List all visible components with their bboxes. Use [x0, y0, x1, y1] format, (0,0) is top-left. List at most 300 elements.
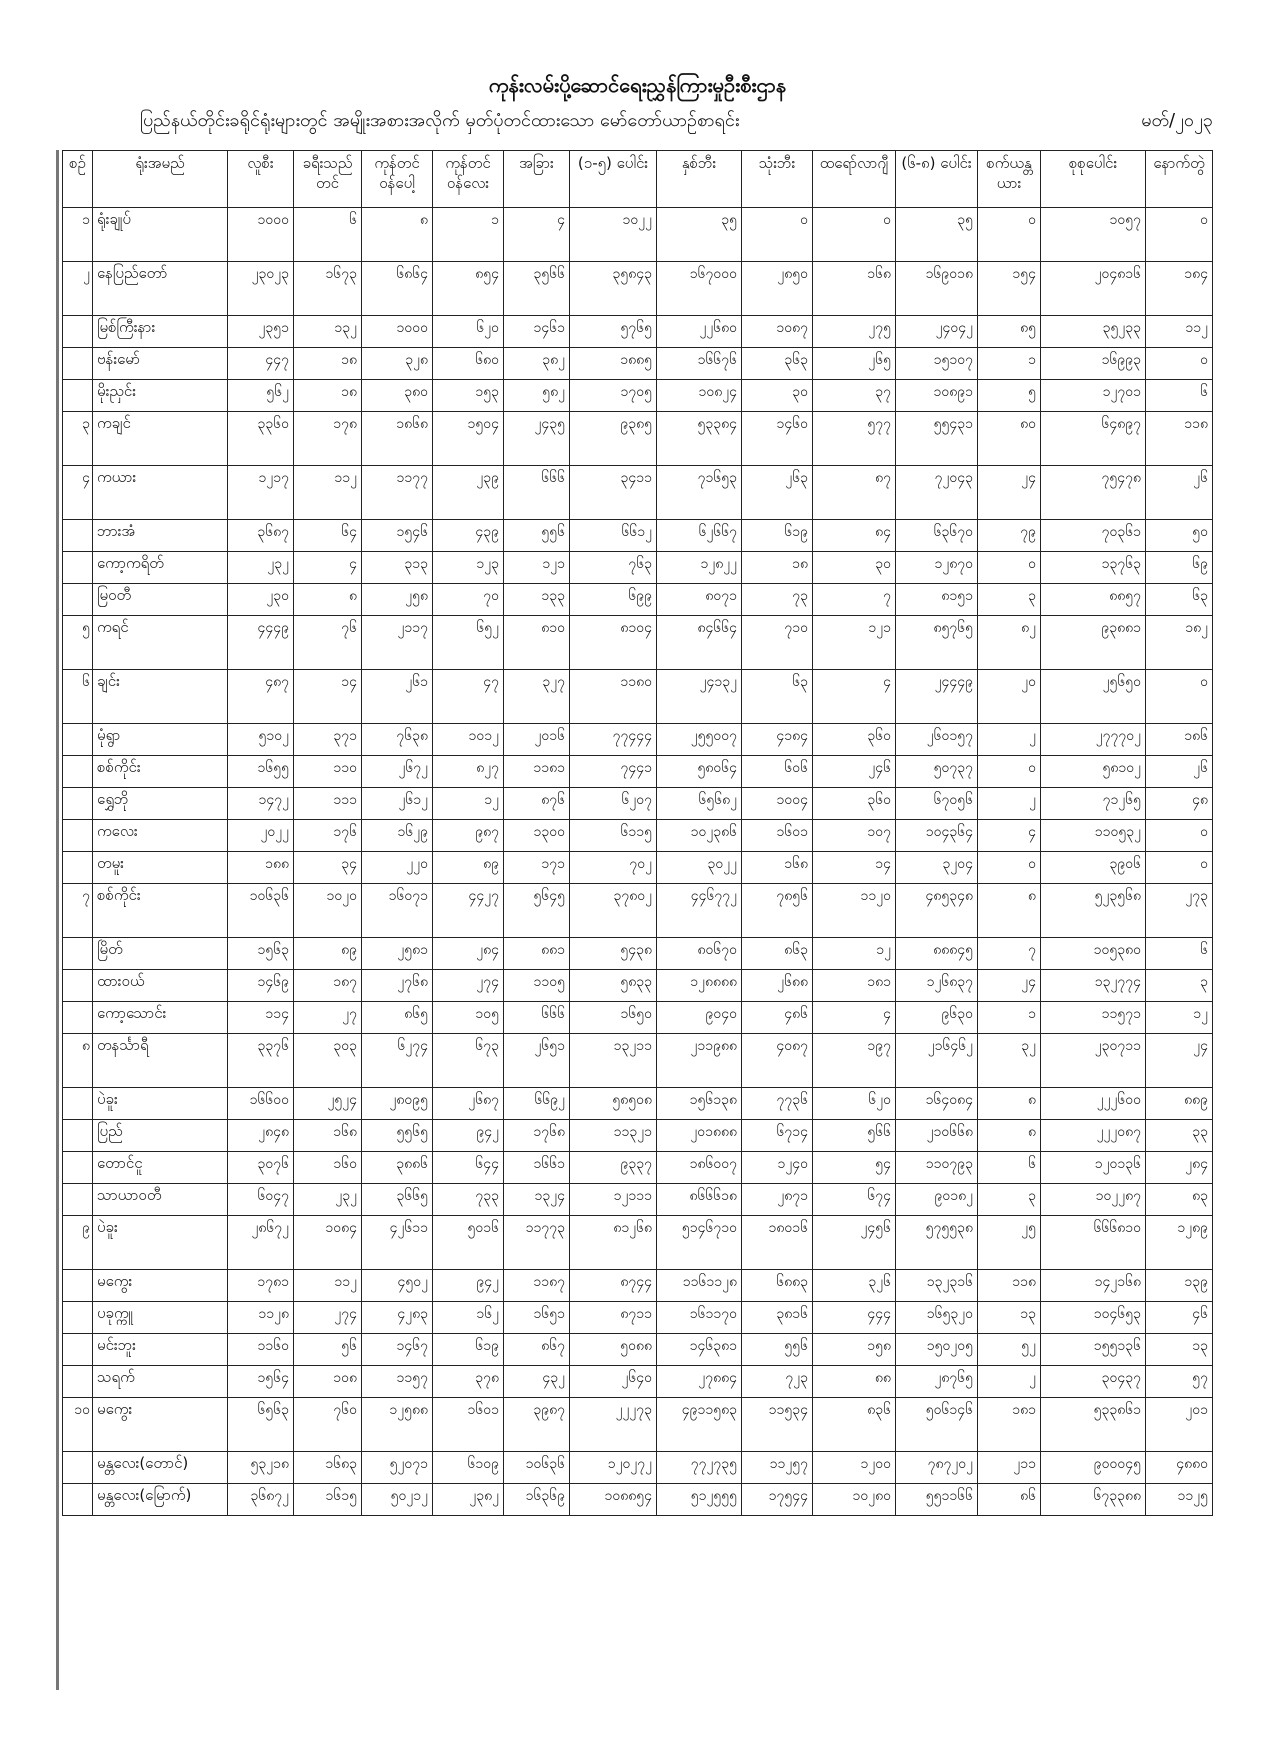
table-cell: ၅၇၅၅၃၈: [896, 1216, 978, 1270]
table-cell: ၈၃: [1146, 1184, 1213, 1216]
table-cell: ၁၄၆၇: [362, 1334, 433, 1366]
row-number: [63, 724, 93, 756]
table-cell: ၁၃: [1146, 1334, 1213, 1366]
table-row: [63, 1120, 1213, 1152]
table-cell: ၈၁၀: [504, 616, 570, 670]
table-cell: ၈၇၆: [504, 788, 570, 820]
table-cell: ၆၅၆၈၂: [657, 788, 742, 820]
table-cell: ၂၀၁၆: [504, 724, 570, 756]
table-cell: ၆၁၁၅: [570, 820, 657, 852]
table-row: [63, 820, 1213, 852]
table-cell: ၁၃၇၆၃: [1041, 552, 1146, 584]
table-cell: ၂၂၆၈၀: [657, 316, 742, 348]
row-number: ၁: [63, 208, 93, 262]
table-cell: ၁၂၁: [504, 552, 570, 584]
table-cell: ၁၅၆၃: [228, 938, 294, 970]
column-header: စဉ်: [63, 151, 93, 208]
table-cell: ၇၃: [742, 584, 813, 616]
table-cell: ၁၁၂: [294, 466, 362, 520]
table-cell: ၅၆၄၅: [504, 884, 570, 938]
table-cell: ၃: [978, 1184, 1041, 1216]
table-cell: ၁၄၇၂: [228, 788, 294, 820]
column-header: အခြား: [504, 151, 570, 208]
table-cell: ၀: [1146, 852, 1213, 884]
column-header: ထရော်လာဂျီ: [813, 151, 896, 208]
table-cell: ၈၇၄၄: [570, 1270, 657, 1302]
table-cell: ၄၈၅၃၄၈: [896, 884, 978, 938]
table-cell: ၉၈၇: [433, 820, 504, 852]
table-cell: ၆၂၀: [813, 1088, 896, 1120]
table-cell: ၂: [978, 724, 1041, 756]
table-cell: ၁၂၇၀၁: [1041, 380, 1146, 412]
table-cell: ၁၅၆၄: [228, 1366, 294, 1398]
table-cell: ၁၈၆၈: [362, 412, 433, 466]
table-cell: ၇၄၄၁: [570, 756, 657, 788]
office-name: မိုးညှင်း: [93, 380, 228, 412]
table-cell: ၁၆၂၉: [362, 820, 433, 852]
table-cell: ၁၁၀၅: [504, 970, 570, 1002]
table-cell: ၃၂: [978, 1034, 1041, 1088]
table-cell: ၁၅၄: [978, 262, 1041, 316]
table-row: [63, 1484, 1213, 1516]
table-cell: ၇၈၇၂၀၂: [896, 1452, 978, 1484]
table-cell: ၈၂၇: [433, 756, 504, 788]
table-cell: ၂၃၉: [433, 466, 504, 520]
table-cell: ၆၄၄: [433, 1152, 504, 1184]
table-cell: ၁၆၈၃: [294, 1452, 362, 1484]
row-number: [63, 820, 93, 852]
table-cell: ၇၁၆၅၃: [657, 466, 742, 520]
table-cell: ၁: [433, 208, 504, 262]
table-cell: ၁၄၆၉: [228, 970, 294, 1002]
table-cell: ၈: [362, 208, 433, 262]
table-cell: ၂၅: [978, 1216, 1041, 1270]
table-cell: ၃၀၂၂: [657, 852, 742, 884]
table-cell: ၃၄: [294, 852, 362, 884]
table-cell: ၂၂၂၆၀၀: [1041, 1088, 1146, 1120]
table-cell: ၁၁၇၇: [362, 466, 433, 520]
table-cell: ၇၂၃: [742, 1366, 813, 1398]
table-cell: ၁၂: [813, 938, 896, 970]
table-cell: ၂၆၅၁: [504, 1034, 570, 1088]
table-cell: ၁၂၀၀: [813, 1452, 896, 1484]
table-cell: ၁၆၉၀၁၈: [896, 262, 978, 316]
table-cell: ၆၆၁၂: [570, 520, 657, 552]
row-number: [63, 520, 93, 552]
table-cell: ၆: [1146, 938, 1213, 970]
table-cell: ၇၆: [294, 616, 362, 670]
table-cell: ၅၂: [978, 1334, 1041, 1366]
table-row: [63, 970, 1213, 1002]
table-cell: ၇၆၃၈: [362, 724, 433, 756]
table-cell: ၂၃၀၇၁၁: [1041, 1034, 1146, 1088]
column-header: (၁-၅) ပေါင်း: [570, 151, 657, 208]
table-row: [63, 1302, 1213, 1334]
table-cell: ၄၈၈၀: [1146, 1452, 1213, 1484]
table-cell: ၆၁၉: [433, 1334, 504, 1366]
table-cell: ၁၈၈၅: [570, 348, 657, 380]
table-cell: ၁၆၃၆၉: [504, 1484, 570, 1516]
table-row: [63, 262, 1213, 316]
table-cell: ၂၃၀: [228, 584, 294, 616]
table-cell: ၁၂၈၈၈၈: [657, 970, 742, 1002]
table-cell: ၁၃၃: [504, 584, 570, 616]
table-cell: ၁၆၅၃၂၀: [896, 1302, 978, 1334]
table-cell: ၂၆၃: [742, 466, 813, 520]
table-cell: ၅၁၄၆၇၁၀: [657, 1216, 742, 1270]
table-cell: ၃၆၀: [813, 724, 896, 756]
table-cell: ၂၀၄၈၁၆: [1041, 262, 1146, 316]
row-number: ၈: [63, 1034, 93, 1088]
table-cell: ၄၂၆၁၁: [362, 1216, 433, 1270]
table-cell: ၄: [813, 1002, 896, 1034]
table-cell: ၁၀၅: [433, 1002, 504, 1034]
table-cell: ၃၆၈၇၂: [228, 1484, 294, 1516]
table-cell: ၂၃၈၂: [433, 1484, 504, 1516]
table-cell: ၈၆၅: [362, 1002, 433, 1034]
table-cell: ၆၂၀: [433, 316, 504, 348]
table-cell: ၄၄၂၇: [433, 884, 504, 938]
table-row: [63, 208, 1213, 262]
table-cell: ၁၅၈: [813, 1334, 896, 1366]
table-cell: ၄၆: [1146, 1302, 1213, 1334]
column-header: ခရီးသည်တင်: [294, 151, 362, 208]
table-cell: ၁၆၁၅: [294, 1484, 362, 1516]
table-row: [63, 884, 1213, 938]
table-cell: ၀: [978, 756, 1041, 788]
table-cell: ၇၂၀၄၃: [896, 466, 978, 520]
table-cell: ၁၄၆၃၈၁: [657, 1334, 742, 1366]
table-cell: ၁၁၁: [294, 788, 362, 820]
table-cell: ၄၈၆: [742, 1002, 813, 1034]
table-cell: ၈၁၂၆၈: [570, 1216, 657, 1270]
table-cell: ၉၆၃၀: [896, 1002, 978, 1034]
office-name: မကွေး: [93, 1398, 228, 1452]
table-cell: ၂၄: [978, 970, 1041, 1002]
table-cell: ၁၈၁: [813, 970, 896, 1002]
table-cell: ၁၁၆၁၁၂၈: [657, 1270, 742, 1302]
table-cell: ၄၇: [433, 670, 504, 724]
row-number: ၃: [63, 412, 93, 466]
table-cell: ၁၈: [742, 552, 813, 584]
table-cell: ၆၇၀၅၆: [896, 788, 978, 820]
table-cell: ၂၇၆၈: [362, 970, 433, 1002]
table-cell: ၁၃၂၄: [504, 1184, 570, 1216]
table-cell: ၁၁၂၅: [1146, 1484, 1213, 1516]
table-cell: ၆၂၇၄: [362, 1034, 433, 1088]
table-row: [63, 380, 1213, 412]
table-row: [63, 724, 1213, 756]
table-cell: ၁၅၄၆: [362, 520, 433, 552]
table-cell: ၈၆: [978, 1484, 1041, 1516]
row-number: ၆: [63, 670, 93, 724]
table-cell: ၁၀၀၀: [228, 208, 294, 262]
table-cell: ၈၈၅၇: [1041, 584, 1146, 616]
table-cell: ၁၆၀၁: [742, 820, 813, 852]
table-cell: ၄၄၇: [228, 348, 294, 380]
table-cell: ၉၄၂: [433, 1270, 504, 1302]
table-cell: ၁၁၄: [228, 1002, 294, 1034]
table-cell: ၃၂၆: [813, 1270, 896, 1302]
table-cell: ၂၀၁၈၈၈: [657, 1120, 742, 1152]
table-cell: ၃၂၈: [362, 348, 433, 380]
table-cell: ၅၆၆: [813, 1120, 896, 1152]
table-cell: ၁၆၉၉၃: [1041, 348, 1146, 380]
office-name: ကလေး: [93, 820, 228, 852]
row-number: ၁၀: [63, 1398, 93, 1452]
table-cell: ၁၀၆၃၆: [228, 884, 294, 938]
table-cell: ၁၇၈: [294, 412, 362, 466]
table-cell: ၁၂၁: [813, 616, 896, 670]
table-cell: ၀: [1146, 208, 1213, 262]
table-cell: ၁၆၅၁: [504, 1302, 570, 1334]
table-cell: ၆၉၉: [570, 584, 657, 616]
row-number: [63, 1002, 93, 1034]
table-cell: ၉၃၈၈၁: [1041, 616, 1146, 670]
table-cell: ၁၂: [1146, 1002, 1213, 1034]
table-cell: ၂၄၅၆: [813, 1216, 896, 1270]
row-number: [63, 380, 93, 412]
table-cell: ၈: [978, 884, 1041, 938]
table-cell: ၁၁၅၇၁: [1041, 1002, 1146, 1034]
table-cell: ၂၀၁: [1146, 1398, 1213, 1452]
table-cell: ၁၆၇၃: [294, 262, 362, 316]
table-cell: ၄၅၀၂: [362, 1270, 433, 1302]
table-cell: ၈၄၆၆၄: [657, 616, 742, 670]
table-cell: ၈၈၁: [504, 938, 570, 970]
row-number: [63, 1088, 93, 1120]
table-cell: ၄: [294, 552, 362, 584]
table-cell: ၁၇၀၅: [570, 380, 657, 412]
office-name: တောင်ငူ: [93, 1152, 228, 1184]
table-cell: ၇၀၂: [570, 852, 657, 884]
table-cell: ၈၅၄: [433, 262, 504, 316]
table-cell: ၁၉၇: [813, 1034, 896, 1088]
table-cell: ၂၀၂၂: [228, 820, 294, 852]
table-cell: ၂၇၃: [1146, 884, 1213, 938]
table-cell: ၁၈: [294, 348, 362, 380]
table-row: [63, 1216, 1213, 1270]
table-cell: ၁၈၀၁၆: [742, 1216, 813, 1270]
table-cell: ၁၃၂၃၁၆: [896, 1270, 978, 1302]
table-cell: ၁၀၂၈၀: [813, 1484, 896, 1516]
table-cell: ၆၇၃၃၈၈: [1041, 1484, 1146, 1516]
table-cell: ၅၆၂: [228, 380, 294, 412]
office-name: တမူး: [93, 852, 228, 884]
table-cell: ၁၂: [433, 788, 504, 820]
office-name: မန္တလေး(တောင်): [93, 1452, 228, 1484]
table-cell: ၆၂၀၇: [570, 788, 657, 820]
row-number: [63, 316, 93, 348]
table-cell: ၂၅၅၀၀၇: [657, 724, 742, 756]
table-cell: ၉၃၈၅: [570, 412, 657, 466]
table-cell: ၅၅၆၅: [362, 1120, 433, 1152]
table-cell: ၁၁၈: [978, 1270, 1041, 1302]
table-cell: ၂၄: [1146, 1034, 1213, 1088]
table-cell: ၈၅၇၆၅: [896, 616, 978, 670]
table-cell: ၃၃၇၆: [228, 1034, 294, 1088]
table-cell: ၃၅၆၆: [504, 262, 570, 316]
table-cell: ၂၁၁၇: [362, 616, 433, 670]
binding-edge: [56, 150, 59, 1690]
table-row: [63, 788, 1213, 820]
table-cell: ၁၀၈: [294, 1366, 362, 1398]
table-cell: ၈၉: [433, 852, 504, 884]
table-cell: ၂၈၀၉၅: [362, 1088, 433, 1120]
table-cell: ၈၈: [813, 1366, 896, 1398]
table-cell: ၆၁၀၉: [433, 1452, 504, 1484]
table-cell: ၅၈၅၀၈: [570, 1088, 657, 1120]
table-cell: ၂၆၈၇: [433, 1088, 504, 1120]
table-cell: ၈၁၀၄: [570, 616, 657, 670]
table-cell: ၆၅၆၃: [228, 1398, 294, 1452]
column-header: စက်ယန္တယား: [978, 151, 1041, 208]
table-cell: ၂၃၂: [294, 1184, 362, 1216]
row-number: [63, 1120, 93, 1152]
table-cell: ၂၈၇၆၅: [896, 1366, 978, 1398]
vehicle-registration-table: [62, 150, 1213, 1516]
row-number: ၅: [63, 616, 93, 670]
table-cell: ၂၈၄၈: [228, 1120, 294, 1152]
table-cell: ၈၆၆၆၁၈: [657, 1184, 742, 1216]
table-cell: ၆၈၆၄: [362, 262, 433, 316]
table-cell: ၃၇: [813, 380, 896, 412]
table-cell: ၇၀၃၆၁: [1041, 520, 1146, 552]
table-cell: ၇၆၃: [570, 552, 657, 584]
table-cell: ၁၂၀၂၇၂: [570, 1452, 657, 1484]
table-cell: ၁၃၂၁၁: [570, 1034, 657, 1088]
table-cell: ၄၃၂: [504, 1366, 570, 1398]
table-cell: ၁၇၆၈: [504, 1120, 570, 1152]
table-cell: ၁၀၈၄: [294, 1216, 362, 1270]
table-cell: ၇: [813, 584, 896, 616]
table-cell: ၉၀၀၀၄၅: [1041, 1452, 1146, 1484]
office-name: တနင်္သာရီ: [93, 1034, 228, 1088]
office-name: ပခုက္ကူ: [93, 1302, 228, 1334]
table-cell: ၁၈၂: [1146, 616, 1213, 670]
table-cell: ၂၂၀: [362, 852, 433, 884]
table-cell: ၁၈၆၀၀၇: [657, 1152, 742, 1184]
table-cell: ၂၁၀၆၆၈: [896, 1120, 978, 1152]
table-row: [63, 1152, 1213, 1184]
table-cell: ၁၆၆၀၀: [228, 1088, 294, 1120]
office-name: ပဲခူး: [93, 1088, 228, 1120]
table-cell: ၅၃၂၁၈: [228, 1452, 294, 1484]
row-number: [63, 938, 93, 970]
table-cell: ၁၈: [294, 380, 362, 412]
table-cell: ၁၆၅၅: [228, 756, 294, 788]
table-cell: ၆၇၃: [433, 1034, 504, 1088]
table-cell: ၈၃၆: [813, 1398, 896, 1452]
table-cell: ၂၈၇၁: [742, 1184, 813, 1216]
table-cell: ၁၃၂: [294, 316, 362, 348]
table-row: [63, 852, 1213, 884]
table-cell: ၁၆၆၇၆: [657, 348, 742, 380]
column-header: (၆-၈) ပေါင်း: [896, 151, 978, 208]
office-name: ကော့သောင်း: [93, 1002, 228, 1034]
table-cell: ၈: [978, 1088, 1041, 1120]
table-cell: ၈၄: [813, 520, 896, 552]
table-cell: ၃၂၇: [504, 670, 570, 724]
row-number: [63, 1152, 93, 1184]
table-cell: ၁၆၅၀: [570, 1002, 657, 1034]
table-cell: ၁၄: [813, 852, 896, 884]
table-cell: ၂၃၂: [228, 552, 294, 584]
table-cell: ၅၀၈၈: [570, 1334, 657, 1366]
table-cell: ၁၇၁: [504, 852, 570, 884]
table-cell: ၆၂၆၆၇: [657, 520, 742, 552]
row-number: [63, 584, 93, 616]
table-cell: ၅၂၃၅၆၈: [1041, 884, 1146, 938]
table-row: [63, 1184, 1213, 1216]
table-cell: ၆: [1146, 380, 1213, 412]
table-cell: ၂၆: [1146, 756, 1213, 788]
table-cell: ၈၉: [294, 938, 362, 970]
table-cell: ၂၄၁၃၂: [657, 670, 742, 724]
table-cell: ၁၀၂၂: [570, 208, 657, 262]
table-cell: ၄၈: [1146, 788, 1213, 820]
office-name: စစ်ကိုင်း: [93, 756, 228, 788]
table-cell: ၆၃၆၇၀: [896, 520, 978, 552]
table-cell: ၁၁၂၀: [813, 884, 896, 938]
table-cell: ၂၅၈: [362, 584, 433, 616]
table-cell: ၈၆၇: [504, 1334, 570, 1366]
column-header: လူစီး: [228, 151, 294, 208]
table-cell: ၂၄၃၅: [504, 412, 570, 466]
table-cell: ၁၄၂၁၆၈: [1041, 1270, 1146, 1302]
table-cell: ၅၀၆၁၄၆: [896, 1398, 978, 1452]
table-cell: ၁၂၈၂၂: [657, 552, 742, 584]
table-cell: ၃၉၈၇: [504, 1398, 570, 1452]
row-number: [63, 852, 93, 884]
row-number: [63, 756, 93, 788]
table-cell: ၁၁၈၀: [570, 670, 657, 724]
table-cell: ၄၄၄: [813, 1302, 896, 1334]
table-cell: ၁: [978, 348, 1041, 380]
table-cell: ၃၆၆၅: [362, 1184, 433, 1216]
table-cell: ၅၆: [294, 1334, 362, 1366]
table-cell: ၆၆၆: [504, 466, 570, 520]
table-cell: ၁၁၀: [294, 756, 362, 788]
table-cell: ၅၈၂: [504, 380, 570, 412]
table-cell: ၁၀၂၃၈၆: [657, 820, 742, 852]
table-row: [63, 670, 1213, 724]
table-cell: ၂၈၅၀: [742, 262, 813, 316]
table-cell: ၂၈၄: [1146, 1152, 1213, 1184]
table-cell: ၁၁၀၇၉၃: [896, 1152, 978, 1184]
table-cell: ၃၇၈၀၂: [570, 884, 657, 938]
table-cell: ၁၀၈၇: [742, 316, 813, 348]
table-cell: ၈၀၆၇၀: [657, 938, 742, 970]
table-cell: ၂၅၂၄: [294, 1088, 362, 1120]
table-row: [63, 1034, 1213, 1088]
table-cell: ၁၁၈၁: [504, 756, 570, 788]
table-cell: ၃၇၁: [294, 724, 362, 756]
table-cell: ၄၁၈၄: [742, 724, 813, 756]
table-cell: ၂: [978, 1366, 1041, 1398]
table-cell: ၈၇၁၁: [570, 1302, 657, 1334]
table-cell: ၁၃၉: [1146, 1270, 1213, 1302]
row-number: ၂: [63, 262, 93, 316]
table-cell: ၄၄၄၉: [228, 616, 294, 670]
table-cell: ၈၀: [978, 412, 1041, 466]
table-cell: ၂၃၅၁: [228, 316, 294, 348]
table-cell: ၁၁၂၈: [228, 1302, 294, 1334]
table-row: [63, 348, 1213, 380]
table-cell: ၆၈၈၃: [742, 1270, 813, 1302]
table-cell: ၃၁၃: [362, 552, 433, 584]
column-header: နောက်တွဲ: [1146, 151, 1213, 208]
